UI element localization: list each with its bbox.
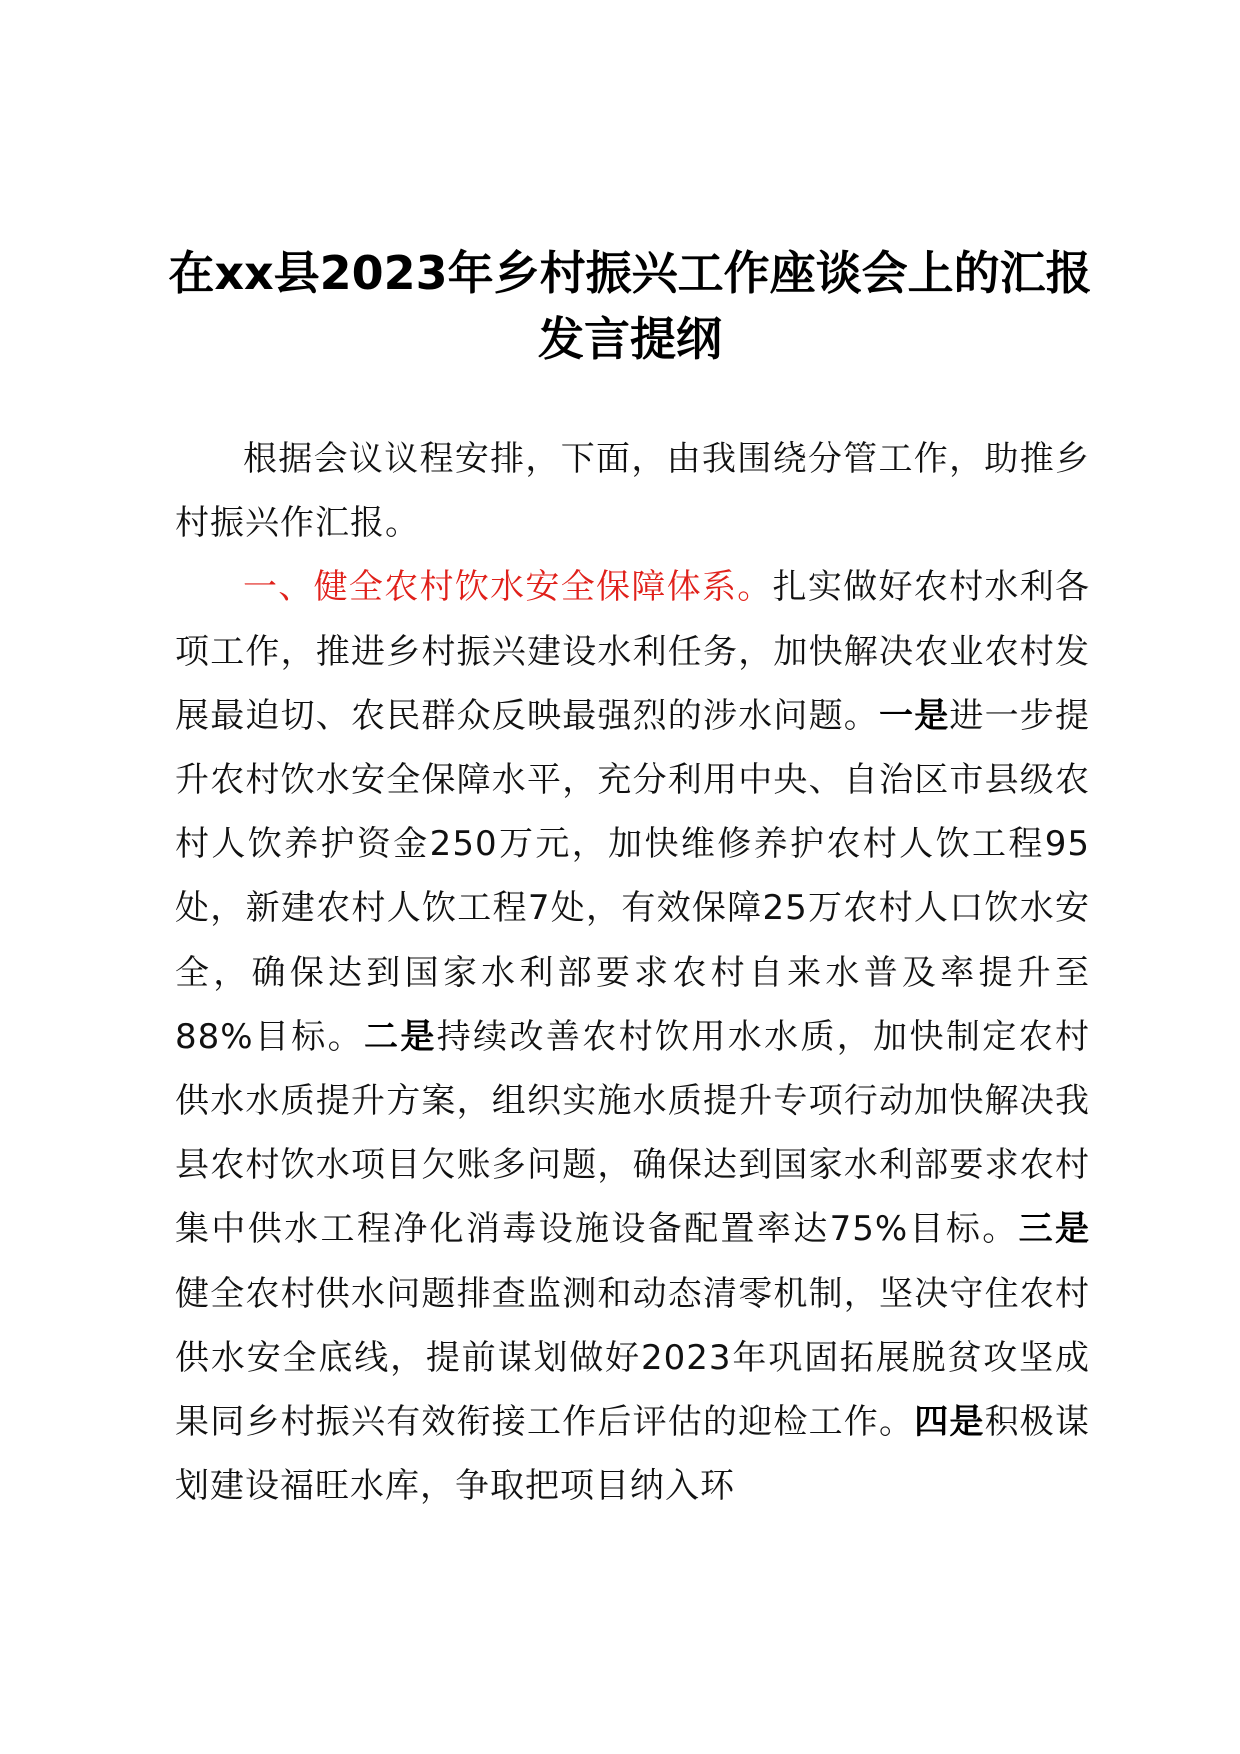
section-1-paragraph [175,555,1090,1518]
item-1-text: 进一步提升农村饮水安全保障水平，充分利用中央、自治区市县级农村人饮养护资金250万元，加快维修养护农村人饮工程95处，新建农村人饮工程7处，有效保障25万农村人口饮水安全，确保达到国家水利部要求农村自来水普及率提升至88%目标。 [175,695,1091,1057]
item-2-text: 持续改善农村饮用水水质，加快制定农村供水水质提升方案，组织实施水质提升专项行动加快解决我县农村饮水项目欠账多问题，确保达到国家水利部要求农村集中供水工程净化消毒设施设备配置率达75%目标。 [175,1016,1091,1250]
item-3-text: 健全农村供水问题排查监测和动态清零机制，坚决守住农村供水安全底线，提前谋划做好2023年巩固拓展脱贫攻坚成果同乡村振兴有效衔接工作后评估的迎检工作。 [175,1273,1090,1443]
section-1-lead: 扎实做好农村水利各项工作，推进乡村振兴建设水利任务，加快解决农业农村发展最迫切、农民群众反映最强烈的涉水问题。 [175,567,1091,736]
section-1-heading: 一、健全农村饮水安全保障体系。 [243,567,773,608]
intro-paragraph: 根据会议议程安排，下面，由我围绕分管工作，助推乡村振兴作汇报。 [175,439,1090,544]
item-4-text: 积极谋划建设福旺水库，争取把项目纳入环 [175,1402,1091,1507]
item-1-marker: 一是 [879,695,950,736]
document-body [175,427,1090,1518]
item-3-marker: 三是 [1018,1209,1090,1250]
item-4-marker: 四是 [914,1402,985,1443]
item-2-marker: 二是 [364,1016,437,1057]
document-title: 在xx县2023年乡村振兴工作座谈会上的汇报发言提纲 [168,246,1092,366]
